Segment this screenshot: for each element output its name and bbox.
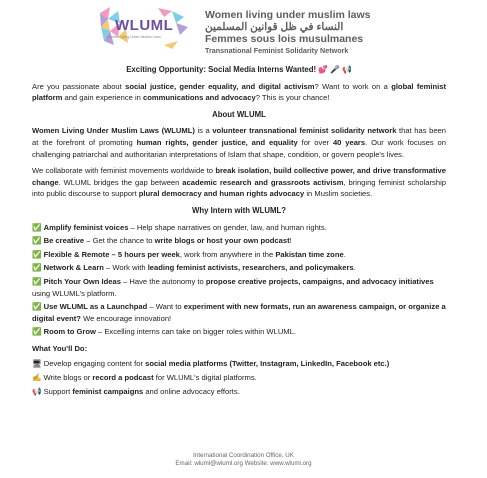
brand-arabic: النساء في ظل قوانين المسلمين	[205, 21, 344, 33]
logo-subtitle: Women Living Under Muslim Laws	[107, 35, 161, 39]
list-item: ✍ Write blogs or record a podcast for WLUML's digital platforms.	[32, 373, 257, 383]
list-item: 📢 Support feminist campaigns and online advocacy efforts.	[32, 386, 240, 396]
list-item: ✅ Flexible & Remote – 5 hours per week, work from anywhere in the Pakistan time zone.	[32, 249, 346, 259]
what-youll-do-heading: What You'll Do:	[32, 343, 88, 353]
main-content	[32, 64, 446, 402]
brand-english: Women living under muslim laws	[205, 9, 371, 21]
list-item: ✅ Amplify feminist voices – Help shape narratives on gender, law, and human rights.	[32, 222, 327, 232]
list-item: ✅ Network & Learn – Work with leading feminist activists, researchers, and policymakers.	[32, 263, 356, 273]
footer-contact: Email: wluml@wluml.org Website: www.wluml.org	[175, 460, 312, 467]
list-item: ✅ Room to Grow – Excelling interns can take on bigger roles within WLUML.	[32, 327, 296, 337]
about-paragraph-1: Women Living Under Muslim Laws (WLUML) is a volunteer transnational feminist solidarity network that has been at the forefront of promoting human rights, gender justice, and equality for over 40 years. Our work focuses on challenging patriarchal and authoritarian interpretations of Islam that shape, condition, or govern people's lives.	[32, 126, 447, 159]
megaphone-icon: 📢	[32, 386, 42, 396]
brand-tagline: Transnational Feminist Solidarity Network	[205, 46, 349, 55]
footer-address: International Coordination Office, UK	[193, 452, 294, 459]
about-heading: About WLUML	[212, 109, 266, 119]
list-item: ✅ Be creative – Get the chance to write blogs or host your own podcast!	[32, 236, 292, 246]
checkmark-icon: ✅	[32, 276, 42, 286]
checkmark-icon: ✅	[32, 302, 42, 312]
checkmark-icon: ✅	[32, 236, 42, 246]
footer	[0, 452, 487, 468]
why-heading: Why Intern with WLUML?	[192, 205, 286, 215]
brand-block	[205, 9, 485, 56]
why-list	[32, 222, 446, 338]
list-item: 🖥 Develop engaging content for social media platforms (Twitter, Instagram, LinkedIn, Facebook etc.)	[32, 359, 390, 369]
computer-icon: 🖥	[32, 359, 42, 369]
checkmark-icon: ✅	[32, 327, 42, 337]
checkmark-icon: ✅	[32, 263, 42, 273]
brand-french: Femmes sous lois musulmanes	[205, 33, 364, 45]
writing-hand-icon: ✍	[32, 373, 42, 383]
about-paragraph-2: We collaborate with feminist movements worldwide to break isolation, build collective power, and drive transformative change. WLUML bridges the gap between academic research and grassroots activism, bringing feminist scholarship into public discourse to support plural democracy and human rights advocacy in Muslim societies.	[32, 166, 446, 199]
checkmark-icon: ✅	[32, 249, 42, 259]
checkmark-icon: ✅	[32, 222, 42, 232]
header	[0, 0, 487, 62]
logo-wordmark: WLUML	[115, 17, 174, 34]
list-item: ✅ Pitch Your Own Ideas – Have the autonomy to propose creative projects, campaigns, and advocacy initiatives using WLUML's platform.	[32, 276, 434, 298]
do-list	[32, 358, 446, 397]
intro-paragraph: Are you passionate about social justice, gender equality, and digital activism? Want to work on a global feminist platform and gain experience in communications and advocacy? This is your chance!	[32, 81, 446, 103]
page-title: Exciting Opportunity: Social Media Interns Wanted! 💕 🎤 📢	[126, 65, 352, 74]
list-item: ✅ Use WLUML as a Launchpad – Want to experiment with new formats, run an awareness campaign, or organize a digital event? We encourage innovation!	[32, 302, 446, 323]
